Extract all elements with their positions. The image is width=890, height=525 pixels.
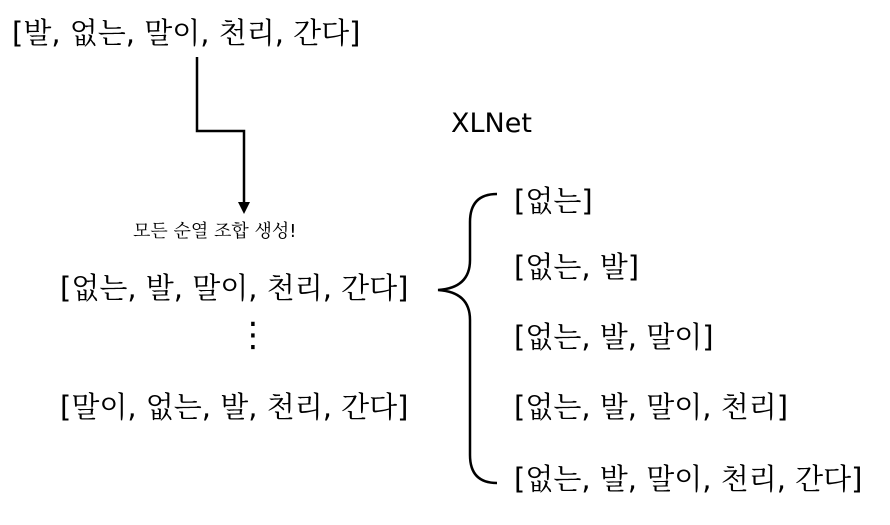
prefix-context-3: [없는, 발, 말이]: [514, 320, 714, 354]
flow-arrow-line: [197, 57, 244, 205]
curly-brace: [438, 194, 497, 483]
permutation-caption: 모든 순열 조합 생성!: [133, 221, 297, 242]
permutation-last: [말이, 없는, 발, 천리, 간다]: [60, 390, 409, 424]
prefix-context-4: [없는, 발, 말이, 천리]: [514, 390, 789, 424]
prefix-context-2: [없는, 발]: [514, 250, 640, 284]
permutation-first: [없는, 발, 말이, 천리, 간다]: [60, 271, 409, 305]
prefix-context-5: [없는, 발, 말이, 천리, 간다]: [514, 462, 863, 496]
prefix-context-1: [없는]: [514, 184, 593, 218]
flow-arrow-head: [238, 202, 250, 214]
model-label: XLNet: [451, 108, 532, 139]
input-sequence: [발, 없는, 말이, 천리, 간다]: [12, 16, 361, 50]
permutation-ellipsis: ⋮: [236, 315, 270, 355]
